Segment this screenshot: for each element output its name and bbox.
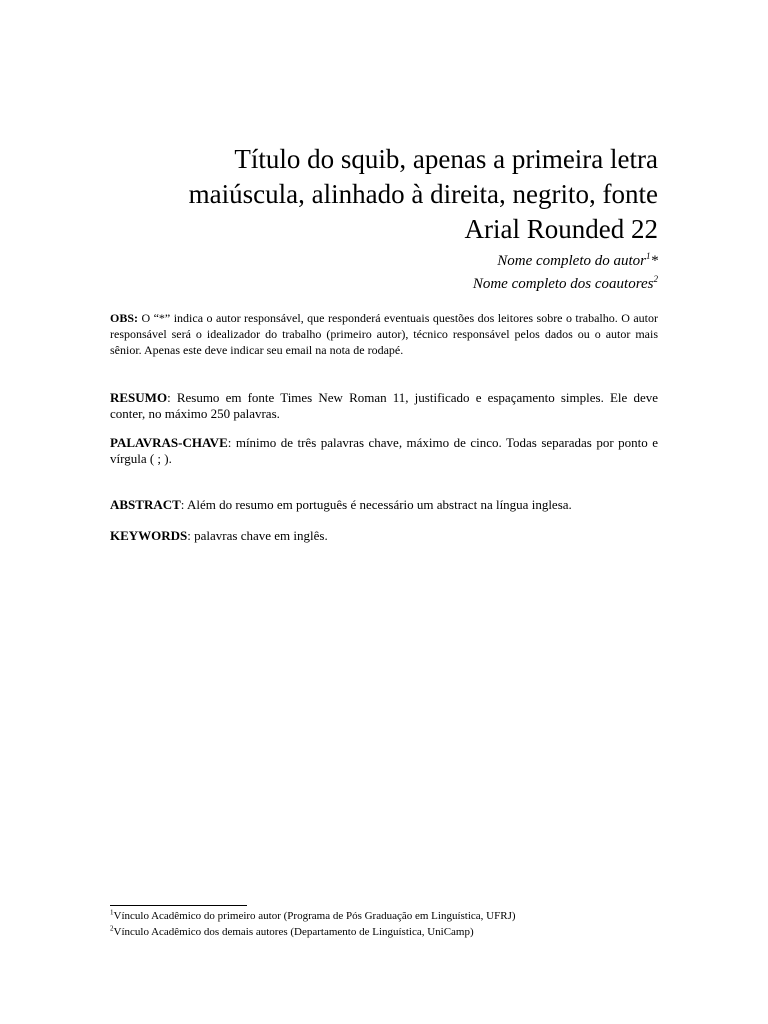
footnote-2-mark: 2 <box>110 924 114 933</box>
footnote-2 <box>110 924 658 940</box>
coauthors-footnote-mark: 2 <box>653 274 658 284</box>
footnote-separator <box>110 905 247 906</box>
title-line-1: Título do squib, apenas a primeira letra <box>234 144 658 174</box>
main-author <box>110 250 658 273</box>
palavras-chave-section <box>110 435 658 467</box>
obs-label: OBS: <box>110 311 139 325</box>
resumo-label: RESUMO <box>110 390 168 405</box>
coauthors-name: Nome completo dos coautores <box>472 276 654 292</box>
footnote-1-text: Vínculo Acadêmico do primeiro autor (Programa de Pós Graduação em Linguística, UFRJ) <box>113 910 516 922</box>
keywords-label: KEYWORDS <box>110 528 188 543</box>
footnotes <box>110 908 658 940</box>
abstract-text: : Além do resumo em português é necessário um abstract na língua inglesa. <box>180 497 572 512</box>
abstract-section <box>110 497 658 513</box>
abstract-label: ABSTRACT <box>110 497 181 512</box>
responsible-author-star: * <box>650 253 658 269</box>
footnote-1 <box>110 908 658 924</box>
main-author-footnote-mark: 1 <box>646 251 651 261</box>
palavras-chave-text: : mínimo de três palavras chave, máximo de cinco. Todas separadas por ponto e vírgula ( ; ). <box>110 435 658 466</box>
palavras-chave-label: PALAVRAS-CHAVE <box>110 435 228 450</box>
resumo-text: : Resumo em fonte Times New Roman 11, justificado e espaçamento simples. Ele deve conter, no máximo 250 palavras. <box>110 390 658 421</box>
obs-note <box>110 310 658 358</box>
keywords-text: : palavras chave em inglês. <box>187 528 328 543</box>
title-line-3: Arial Rounded 22 <box>464 214 658 244</box>
title-line-2: maiúscula, alinhado à direita, negrito, fonte <box>188 179 658 209</box>
footnote-1-mark: 1 <box>110 908 114 917</box>
keywords-section <box>110 528 658 544</box>
coauthors <box>110 273 658 296</box>
squib-title <box>110 142 658 247</box>
main-author-name: Nome completo do autor <box>497 253 646 269</box>
footnote-2-text: Vínculo Acadêmico dos demais autores (Departamento de Linguística, UniCamp) <box>113 926 474 938</box>
author-block <box>110 250 658 296</box>
obs-text: O “*” indica o autor responsável, que responderá eventuais questões dos leitores sobre o trabalho. O autor responsável será o idealizador do trabalho (primeiro autor), técnico responsável pelos dados ou o autor mais sênior. Apenas este deve indicar seu email na nota de rodapé. <box>110 311 658 357</box>
resumo-section <box>110 390 658 422</box>
